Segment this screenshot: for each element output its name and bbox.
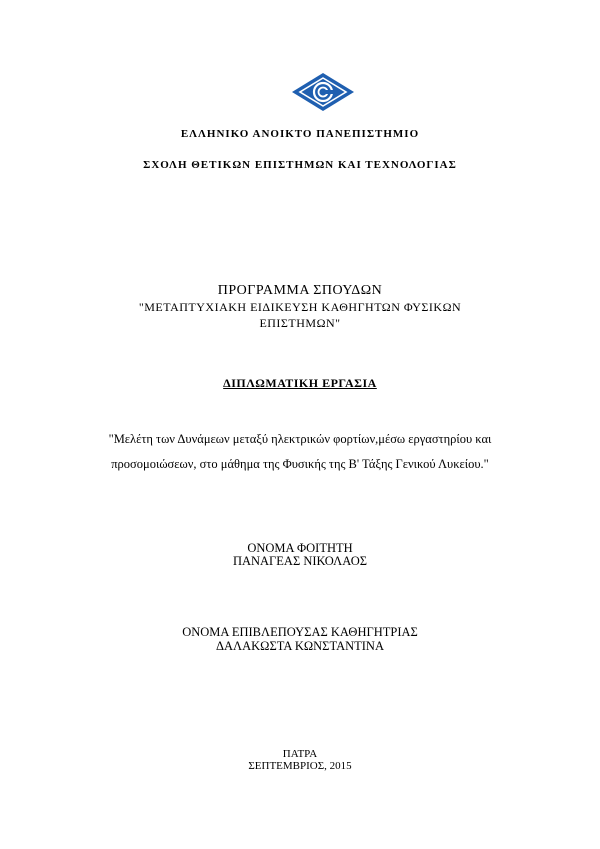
thesis-title-line-2: προσομοιώσεων, στο μάθημα της Φυσικής της Β' Τάξης Γενικού Λυκείου.": [111, 457, 489, 471]
supervisor-name: ΔΑΛΑΚΩΣΤΑ ΚΩΝΣΤΑΝΤΙΝΑ: [215, 639, 384, 653]
supervisor-label: ΟΝΟΜΑ ΕΠΙΒΛΕΠΟΥΣΑΣ ΚΑΘΗΓΗΤΡΙΑΣ: [182, 625, 418, 639]
university-logo-icon: [290, 72, 356, 112]
footer-city: ΠΑΤΡΑ: [282, 748, 318, 760]
thesis-heading: ΔΙΠΛΩΜΑΤΙΚΗ ΕΡΓΑΣΙΑ: [223, 376, 377, 390]
student-name: ΠΑΝΑΓΕΑΣ ΝΙΚΟΛΑΟΣ: [232, 554, 368, 568]
footer-date: ΣΕΠΤΕΜΒΡΙΟΣ, 2015: [248, 760, 352, 772]
student-label: ΟΝΟΜΑ ΦΟΙΤΗΤΗ: [247, 541, 353, 555]
school-name: ΣΧΟΛΗ ΘΕΤΙΚΩΝ ΕΠΙΣΤΗΜΩΝ ΚΑΙ ΤΕΧΝΟΛΟΓΙΑΣ: [143, 159, 457, 171]
program-title: ΠΡΟΓΡΑΜΜΑ ΣΠΟΥΔΩΝ: [217, 283, 383, 298]
university-name: ΕΛΛΗΝΙΚΟ ΑΝΟΙΚΤΟ ΠΑΝΕΠΙΣΤΗΜΙΟ: [180, 128, 420, 140]
program-name-line-2: ΕΠΙΣΤΗΜΩΝ": [259, 316, 341, 330]
program-name-line-1: "ΜΕΤΑΠΤΥΧΙΑΚΗ ΕΙΔΙΚΕΥΣΗ ΚΑΘΗΓΗΤΩΝ ΦΥΣΙΚΩΝ: [138, 300, 462, 314]
thesis-title-line-1: "Μελέτη των Δυνάμεων μεταξύ ηλεκτρικών φορτίων,μέσω εργαστηρίου και: [108, 432, 492, 446]
